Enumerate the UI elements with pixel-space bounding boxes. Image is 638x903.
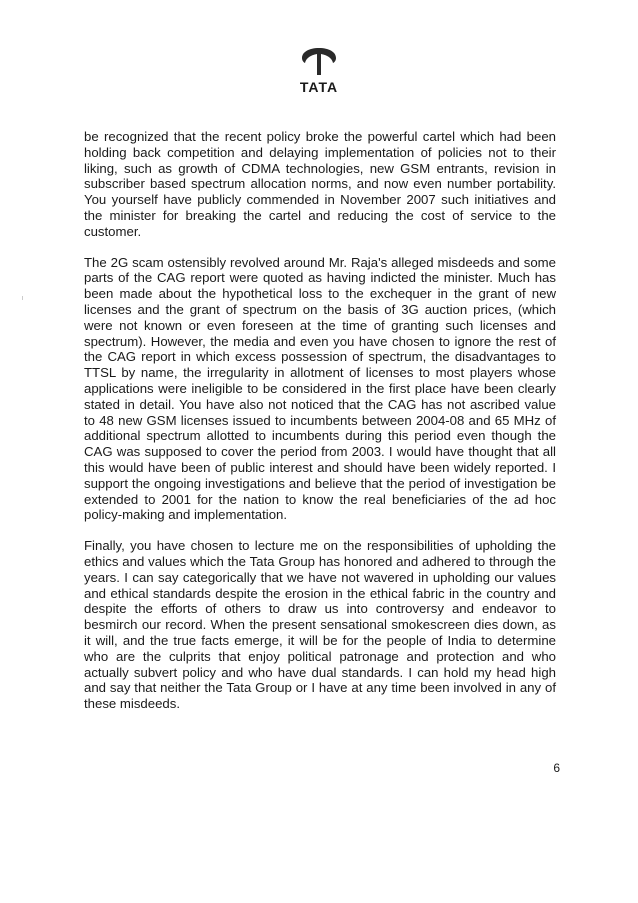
tata-logo [279,47,359,107]
paragraph-3: Finally, you have chosen to lecture me on the responsibilities of upholding the ethics and values which the Tata Group has honored and adhered to through the years. I can say categorically that we have not wavered in upholding our values and ethical standards despite the erosion in the ethical fabric in the country and despite the efforts of others to draw us into controversy and endeavor to besmirch our record. When the present sensational smokescreen dies down, as it will, and the true facts emerge, it will be for the people of India to determine who are the culprits that enjoy political patronage and protection and who actually subvert policy and who have dual standards. I can hold my head high and say that neither the Tata Group or I have at any time been involved in any of these misdeeds. [84,538,556,712]
paragraph-1: be recognized that the recent policy broke the powerful cartel which had been holding back competition and delaying implementation of policies not to their liking, such as growth of CDMA technologies, new GSM entrants, revision in subscriber based spectrum allocation norms, and now even number portability. You yourself have publicly commended in November 2007 such initiatives and the minister for breaking the cartel and reducing the cost of service to the customer. [84,129,556,239]
tata-wordmark: TATA [299,79,339,95]
letter-body [84,129,556,727]
scan-mark [22,296,23,300]
paragraph-2: The 2G scam ostensibly revolved around Mr. Raja's alleged misdeeds and some parts of the CAG report were quoted as having indicted the minister. Much has been made about the hypothetical loss to the exchequer in the grant of new licenses and the grant of spectrum on the basis of 3G auction prices, (which were not known or even foreseen at the time of granting such licenses and spectrum). However, the media and even you have chosen to ignore the rest of the CAG report in which excess possession of spectrum, the disadvantages to TTSL by name, the irregularity in allotment of licenses to most players whose applications were ineligible to be considered in the first place have been clearly stated in detail. You have also not noticed that the CAG has not ascribed value to 48 new GSM licenses issued to incumbents between 2004-08 and 65 MHz of additional spectrum allotted to incumbents during this period even though the CAG was supposed to cover the period from 2003. I would have thought that all this would have been of public interest and should have been widely reported. I support the ongoing investigations and believe that the period of investigation be extended to 2001 for the nation to know the real beneficiaries of the ad hoc policy-making and implementation. [84,254,556,523]
tata-logo-icon [300,47,338,77]
page-number: 6 [553,761,560,775]
